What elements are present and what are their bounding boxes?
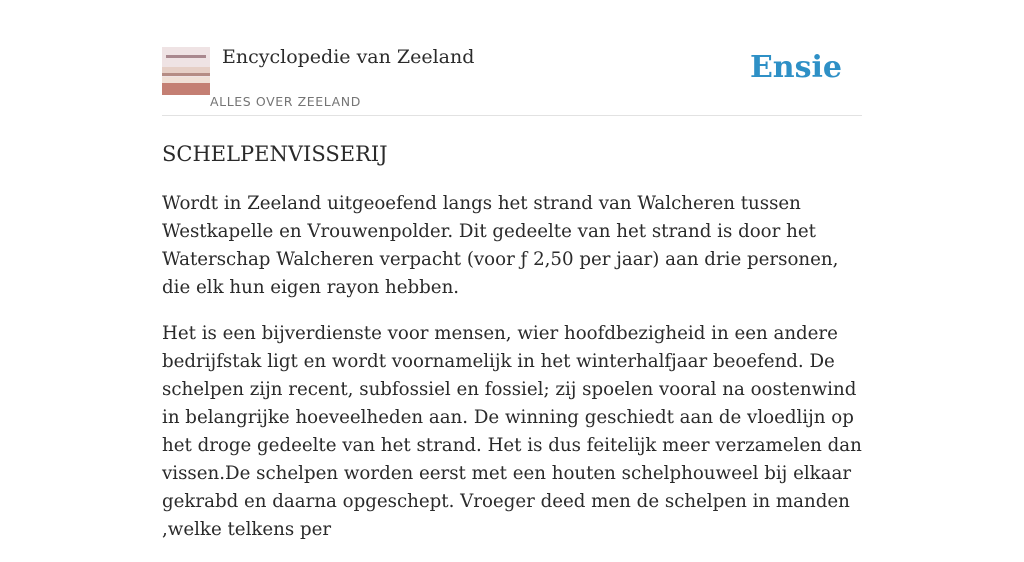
site-title[interactable]: Encyclopedie van Zeeland (222, 46, 475, 68)
article (162, 138, 866, 562)
site-avatar[interactable] (162, 47, 210, 95)
site-subtitle: ALLES OVER ZEELAND (210, 94, 361, 109)
article-heading: SCHELPENVISSERIJ (162, 142, 388, 166)
article-paragraph: Wordt in Zeeland uitgeoefend langs het strand van Walcheren tussen Westkapelle en Vrouwenpolder. Dit gedeelte van het strand is door het Waterschap Walcheren verpacht (voor ƒ 2,50 per jaar) aan drie personen, die elk hun eigen rayon hebben. (162, 193, 839, 298)
site-header (162, 44, 862, 116)
ensie-logo-link[interactable]: Ensie (749, 50, 842, 85)
book-pages-image (162, 47, 210, 95)
article-paragraph: Het is een bijverdienste voor mensen, wier hoofdbezigheid in een andere bedrijfstak ligt en wordt voornamelijk in het winterhalfjaar beoefend. De schelpen zijn recent, subfossiel en fossiel; zij spoelen vooral na oostenwind in belangrijke hoeveelheden aan. De winning geschiedt aan de vloedlijn op het droge gedeelte van het strand. Het is dus feitelijk meer verzamelen dan vissen.De schelpen worden eerst met een houten schelphouweel bij elkaar gekrabd en daarna opgeschept. Vroeger deed men de schelpen in manden ,welke telkens per (162, 323, 862, 540)
